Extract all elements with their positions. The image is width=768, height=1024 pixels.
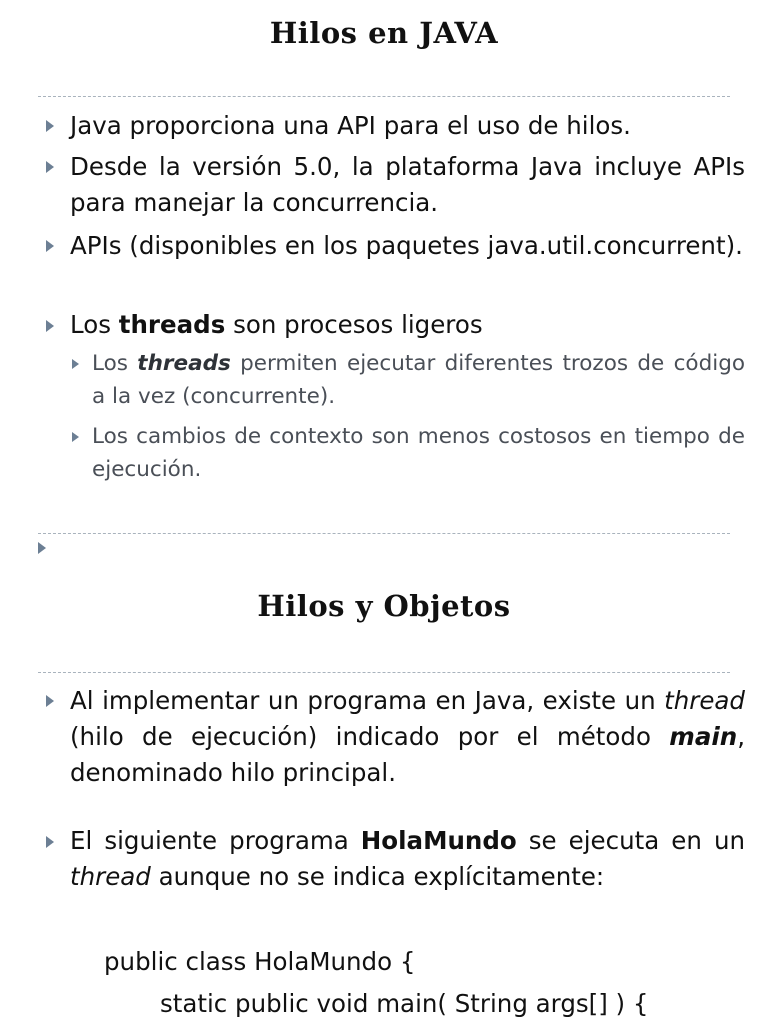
italic-term: thread — [664, 686, 745, 715]
bold-term: threads — [118, 310, 226, 339]
bold-italic-term: threads — [137, 351, 231, 376]
text-run: El siguiente programa — [70, 826, 361, 855]
footer-arrow-icon — [38, 542, 46, 554]
text-run: son procesos ligeros — [225, 310, 483, 339]
text-run: Los — [70, 310, 119, 339]
bullet-arrow-icon — [46, 161, 54, 173]
italic-term: thread — [70, 862, 151, 891]
bold-term: HolaMundo — [360, 826, 517, 855]
slide1-subbullet-1 — [92, 347, 745, 413]
slide2-title: Hilos y Objetos — [257, 589, 511, 623]
slide1-top-divider — [38, 96, 730, 97]
sub-bullet-arrow-icon — [72, 359, 79, 369]
slide1-bullet-4 — [70, 307, 745, 343]
slide2-bullet-2 — [70, 823, 745, 895]
bullet-arrow-icon — [46, 695, 54, 707]
text-run: permiten ejecutar diferentes trozos de código a la vez (concurrente). — [92, 351, 745, 409]
slide1-title: Hilos en JAVA — [269, 16, 499, 50]
bullet-arrow-icon — [46, 320, 54, 332]
slide1-bullet-3: APIs (disponibles en los paquetes java.util.concurrent). — [70, 231, 743, 260]
bullet-arrow-icon — [46, 836, 54, 848]
bold-italic-term: main — [669, 722, 738, 751]
text-run: , denominado hilo principal. — [70, 722, 745, 787]
code-line-2: static public void main( String args[] ) { — [160, 989, 649, 1018]
slide2-bullet-1 — [70, 683, 745, 791]
slide1-bullet-2: Desde la versión 5.0, la plataforma Java incluye APIs para manejar la concurrencia. — [70, 152, 745, 217]
text-run: aunque no se indica explícitamente: — [150, 862, 605, 891]
code-line-1: public class HolaMundo { — [104, 947, 416, 976]
slide1-subbullet-2: Los cambios de contexto son menos costosos en tiempo de ejecución. — [92, 424, 745, 482]
sub-bullet-arrow-icon — [72, 432, 79, 442]
bullet-arrow-icon — [46, 120, 54, 132]
bullet-arrow-icon — [46, 240, 54, 252]
text-run: Al implementar un programa en Java, existe un — [70, 686, 665, 715]
text-run: Los — [92, 351, 138, 376]
slide1-bottom-divider — [38, 533, 730, 534]
text-run: se ejecuta en un — [516, 826, 746, 855]
text-run: (hilo de ejecución) indicado por el método — [70, 722, 670, 751]
slide1-bullet-1: Java proporciona una API para el uso de hilos. — [70, 111, 631, 140]
slide2-top-divider — [38, 672, 730, 673]
